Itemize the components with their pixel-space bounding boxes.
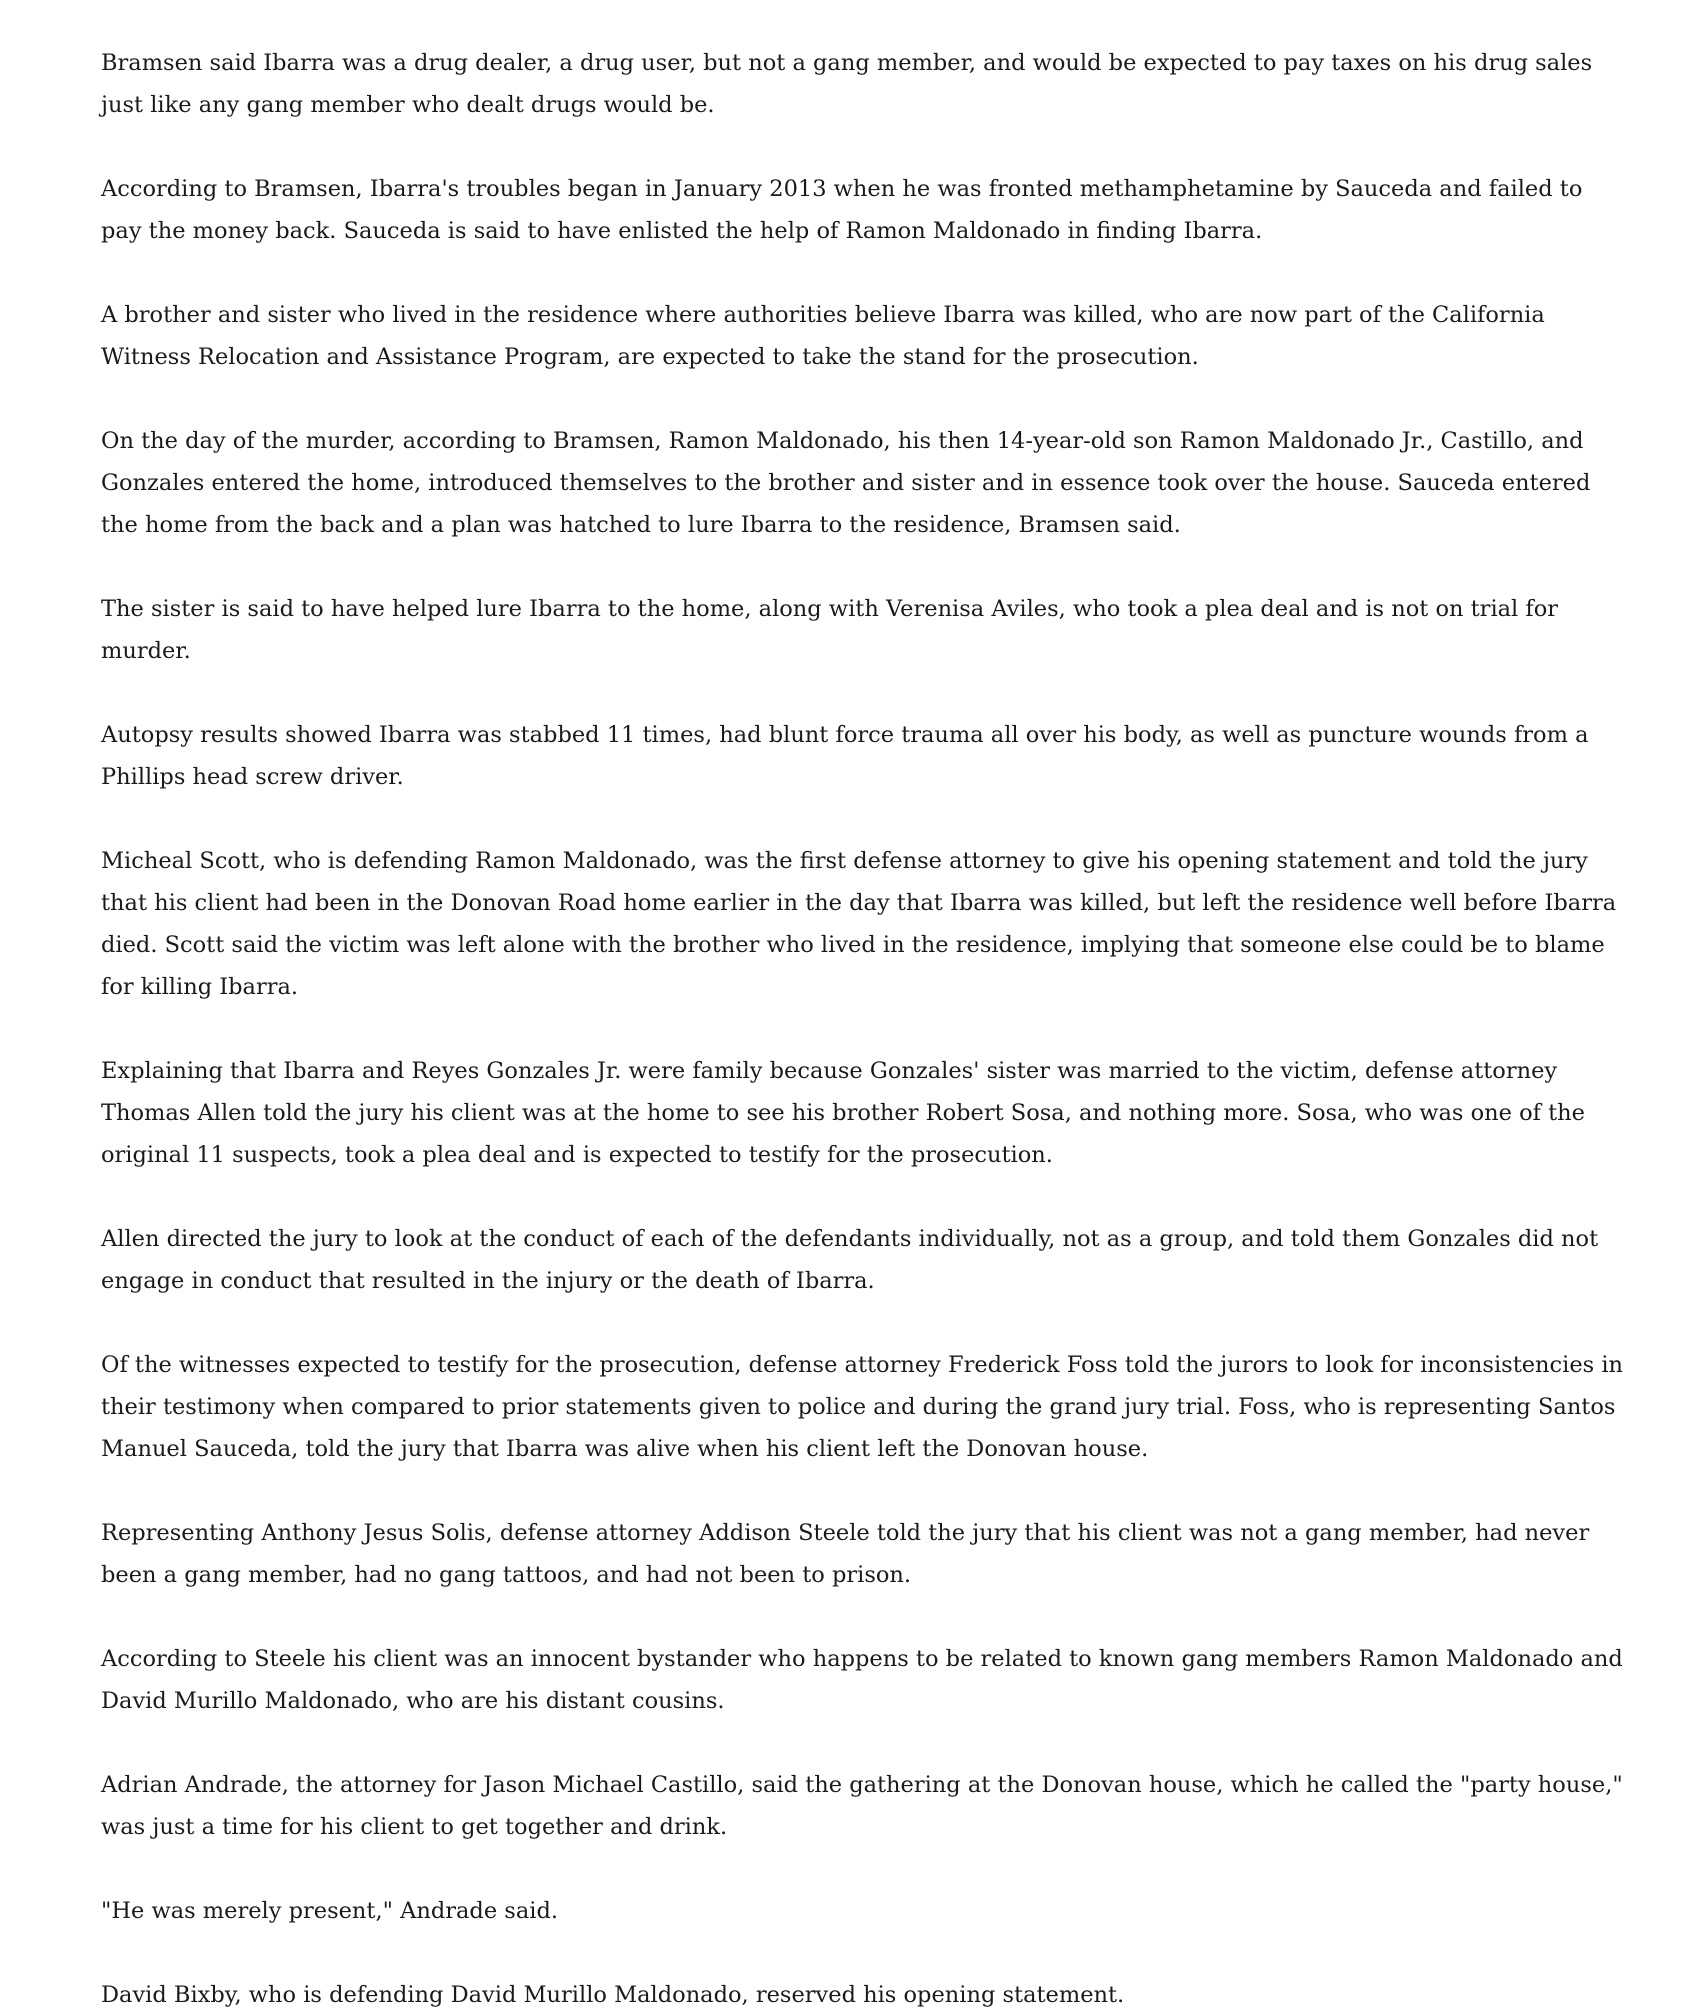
paragraph: Adrian Andrade, the attorney for Jason Michael Castillo, said the gathering at the Donovan house, which he called the "party house," was just a time for his client to get together and drink.: [101, 1772, 1623, 1840]
paragraph: Representing Anthony Jesus Solis, defense attorney Addison Steele told the jury that his client was not a gang member, had never been a gang member, had no gang tattoos, and had not been to prison.: [101, 1520, 1590, 1588]
paragraph: A brother and sister who lived in the residence where authorities believe Ibarra was killed, who are now part of the California Witness Relocation and Assistance Program, are expected to take the stand for the prosecution.: [101, 302, 1545, 370]
paragraph: According to Steele his client was an innocent bystander who happens to be related to known gang members Ramon Maldonado and David Murillo Maldonado, who are his distant cousins.: [101, 1646, 1623, 1714]
paragraph: The sister is said to have helped lure Ibarra to the home, along with Verenisa Aviles, who took a plea deal and is not on trial for murder.: [101, 596, 1559, 664]
paragraph: David Bixby, who is defending David Murillo Maldonado, reserved his opening statement.: [101, 1982, 1125, 2008]
paragraph: According to Bramsen, Ibarra's troubles began in January 2013 when he was fronted methamphetamine by Sauceda and failed to pay the money back. Sauceda is said to have enlisted the help of Ramon Maldonado in finding Ibarra.: [101, 176, 1583, 244]
article-body: [101, 42, 1626, 2016]
paragraph: Bramsen said Ibarra was a drug dealer, a drug user, but not a gang member, and would be expected to pay taxes on his drug sales just like any gang member who dealt drugs would be.: [101, 50, 1593, 118]
paragraph: Allen directed the jury to look at the conduct of each of the defendants individually, not as a group, and told them Gonzales did not engage in conduct that resulted in the injury or the death of Ibarra.: [101, 1226, 1599, 1294]
paragraph: Explaining that Ibarra and Reyes Gonzales Jr. were family because Gonzales' sister was married to the victim, defense attorney Thomas Allen told the jury his client was at the home to see his brother Robert Sosa, and nothing more. Sosa, who was one of the original 11 suspects, took a plea deal and is expected to testify for the prosecution.: [101, 1058, 1585, 1168]
paragraph: On the day of the murder, according to Bramsen, Ramon Maldonado, his then 14-year-old son Ramon Maldonado Jr., Castillo, and Gonzales entered the home, introduced themselves to the brother and sister and in essence took over the house. Sauceda entered the home from the back and a plan was hatched to lure Ibarra to the residence, Bramsen said.: [101, 428, 1591, 538]
paragraph: Of the witnesses expected to testify for the prosecution, defense attorney Frederick Foss told the jurors to look for inconsistencies in their testimony when compared to prior statements given to police and during the grand jury trial. Foss, who is representing Santos Manuel Sauceda, told the jury that Ibarra was alive when his client left the Donovan house.: [101, 1352, 1624, 1462]
paragraph: Autopsy results showed Ibarra was stabbed 11 times, had blunt force trauma all over his body, as well as puncture wounds from a Phillips head screw driver.: [101, 722, 1589, 790]
paragraph: Micheal Scott, who is defending Ramon Maldonado, was the first defense attorney to give his opening statement and told the jury that his client had been in the Donovan Road home earlier in the day that Ibarra was killed, but left the residence well before Ibarra died. Scott said the victim was left alone with the brother who lived in the residence, implying that someone else could be to blame for killing Ibarra.: [101, 848, 1617, 1000]
paragraph: "He was merely present," Andrade said.: [101, 1898, 559, 1924]
